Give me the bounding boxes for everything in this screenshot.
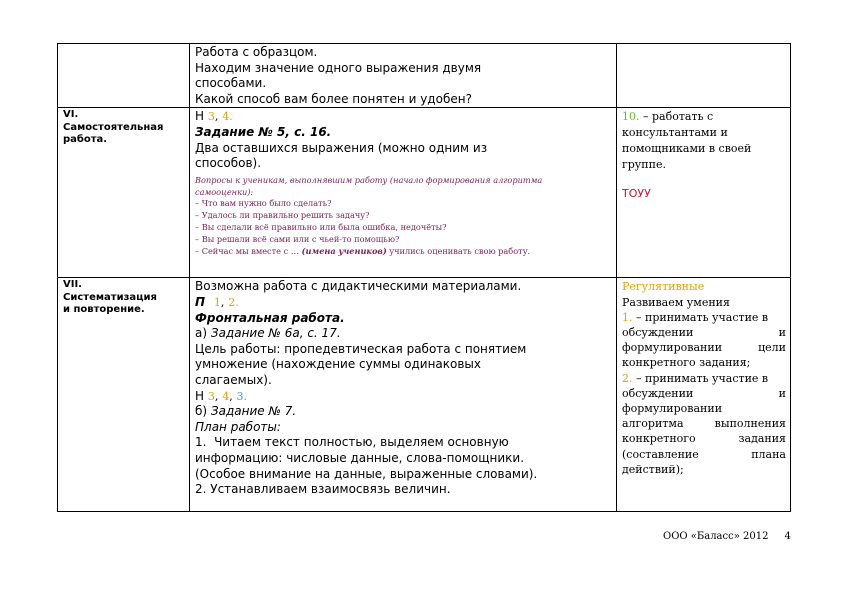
- content-line: умножение (нахождение суммы одинаковых: [195, 357, 482, 372]
- task-prefix: б): [195, 404, 208, 419]
- stage-title: работа.: [63, 134, 108, 146]
- note-line: Развиваем умения: [622, 295, 730, 309]
- stage-cell: [58, 108, 190, 278]
- questions-title: самооценки):: [195, 186, 254, 197]
- content-line: Находим значение одного выражения двумя: [195, 60, 482, 75]
- note-number: 2.: [622, 371, 633, 385]
- notes-cell: [617, 108, 791, 278]
- note-line: обсуждении и: [622, 325, 786, 339]
- note-number: 1.: [622, 310, 633, 324]
- notes-cell: [617, 44, 791, 108]
- task-line: [195, 326, 612, 342]
- content-line: Работа с образцом.: [195, 45, 318, 59]
- note-text: – принимать участие в: [636, 371, 769, 385]
- content-line: Возможна работа с дидактическими материалами.: [195, 279, 522, 294]
- note-line: группе.: [622, 158, 666, 172]
- note-number: 10.: [622, 110, 640, 124]
- content-line: способов).: [195, 156, 262, 171]
- note-line: алгоритма выполнения: [622, 417, 786, 431]
- note-line: (составление плана: [622, 447, 786, 461]
- plan-line: 1. Читаем текст полностью, выделяем основную: [195, 435, 509, 450]
- note-line: действий);: [622, 462, 684, 476]
- question-item: – Что вам нужно было сделать?: [195, 198, 332, 209]
- level-number: 1: [213, 295, 221, 309]
- plan-line: (Особое внимание на данные, выраженные словами).: [195, 466, 538, 481]
- task-line: [195, 404, 612, 420]
- task-prefix: а): [195, 326, 208, 341]
- level-number: 4: [222, 389, 230, 403]
- question-text: – Сейчас мы вместе с …: [195, 245, 299, 256]
- plan-line: информацию: числовые данные, слова-помощники.: [195, 450, 525, 465]
- note-line: конкретного задания: [622, 432, 786, 446]
- task-label: Задание № 7.: [210, 404, 297, 419]
- frontal-work-heading: Фронтальная работа.: [195, 310, 345, 325]
- level-number: 4: [222, 110, 230, 124]
- note-line: обсуждении и: [622, 386, 786, 400]
- note-line: формулировании: [622, 402, 723, 415]
- note-line: консультантами и: [622, 126, 728, 140]
- note-line: формулировании цели: [622, 341, 786, 355]
- stage-title: и повторение.: [63, 304, 145, 316]
- level-number: 3: [207, 110, 215, 124]
- stage-title: Самостоятельная: [63, 121, 164, 133]
- content-line: Два оставшихся выражения (можно одним из: [195, 140, 488, 155]
- footer-company: ООО «Баласс» 2012: [663, 531, 769, 542]
- note-text: – работать с: [639, 110, 714, 124]
- content-cell: [190, 108, 617, 278]
- table-row: [58, 278, 791, 512]
- plan-line: 2. Устанавливаем взаимосвязь величин.: [195, 482, 451, 497]
- table-row: [58, 108, 791, 278]
- level-prefix: Н: [195, 388, 205, 403]
- level-marker: Н 3, 4.: [195, 109, 233, 124]
- stage-number: VII.: [63, 279, 82, 291]
- level-prefix: П: [195, 294, 206, 309]
- content-cell: [190, 44, 617, 108]
- stage-cell: [58, 44, 190, 108]
- question-item: – Удалось ли правильно решить задачу?: [195, 210, 370, 221]
- stage-number: VI.: [63, 109, 79, 121]
- content-line: Какой способ вам более понятен и удобен?: [195, 91, 472, 106]
- question-item: – Вы решали всё сами или с чьей-то помощью?: [195, 233, 400, 244]
- questions-title: Вопросы к ученикам, выполнявшим работу (начало формирования алгоритма: [195, 174, 543, 185]
- task-label: Задание № 5, с. 16.: [195, 124, 332, 139]
- content-line: Цель работы: пропедевтическая работа с понятием: [195, 341, 527, 356]
- stage-cell: [58, 278, 190, 512]
- page-number: 4: [784, 531, 791, 542]
- table-row: [58, 44, 791, 108]
- task-label: Задание № 6а, с. 17.: [210, 326, 341, 341]
- content-line: слагаемых).: [195, 372, 272, 387]
- level-marker: Н 3, 4, 3.: [195, 388, 248, 403]
- lesson-table: [57, 43, 791, 512]
- question-text: учились оценивать свою работу.: [389, 245, 531, 256]
- page-footer: [663, 531, 791, 542]
- question-item: – Вы сделали всё правильно или была ошибка, недочёты?: [195, 221, 447, 232]
- uud-category: Регулятивные: [622, 280, 705, 294]
- level-prefix: Н: [195, 109, 205, 124]
- content-line: способами.: [195, 76, 267, 91]
- note-item: [622, 371, 786, 386]
- note-line: помощниками в своей: [622, 142, 752, 156]
- question-italic: (имена учеников): [301, 245, 387, 256]
- note-line: [622, 109, 786, 125]
- note-item: [622, 310, 786, 325]
- stage-title: Систематизация: [63, 291, 157, 303]
- note-text: – принимать участие в: [636, 310, 769, 324]
- question-item: [195, 246, 612, 258]
- plan-heading: План работы:: [195, 419, 281, 434]
- uud-abbreviation: ТОУУ: [622, 187, 651, 201]
- level-marker: П 1, 2.: [195, 294, 239, 309]
- notes-cell: [617, 278, 791, 512]
- note-line: конкретного задания;: [622, 356, 751, 370]
- lesson-table-wrapper: [57, 43, 791, 512]
- content-cell: [190, 278, 617, 512]
- level-number: 3: [236, 389, 244, 403]
- level-number: 2: [228, 295, 236, 309]
- level-number: 3: [207, 389, 215, 403]
